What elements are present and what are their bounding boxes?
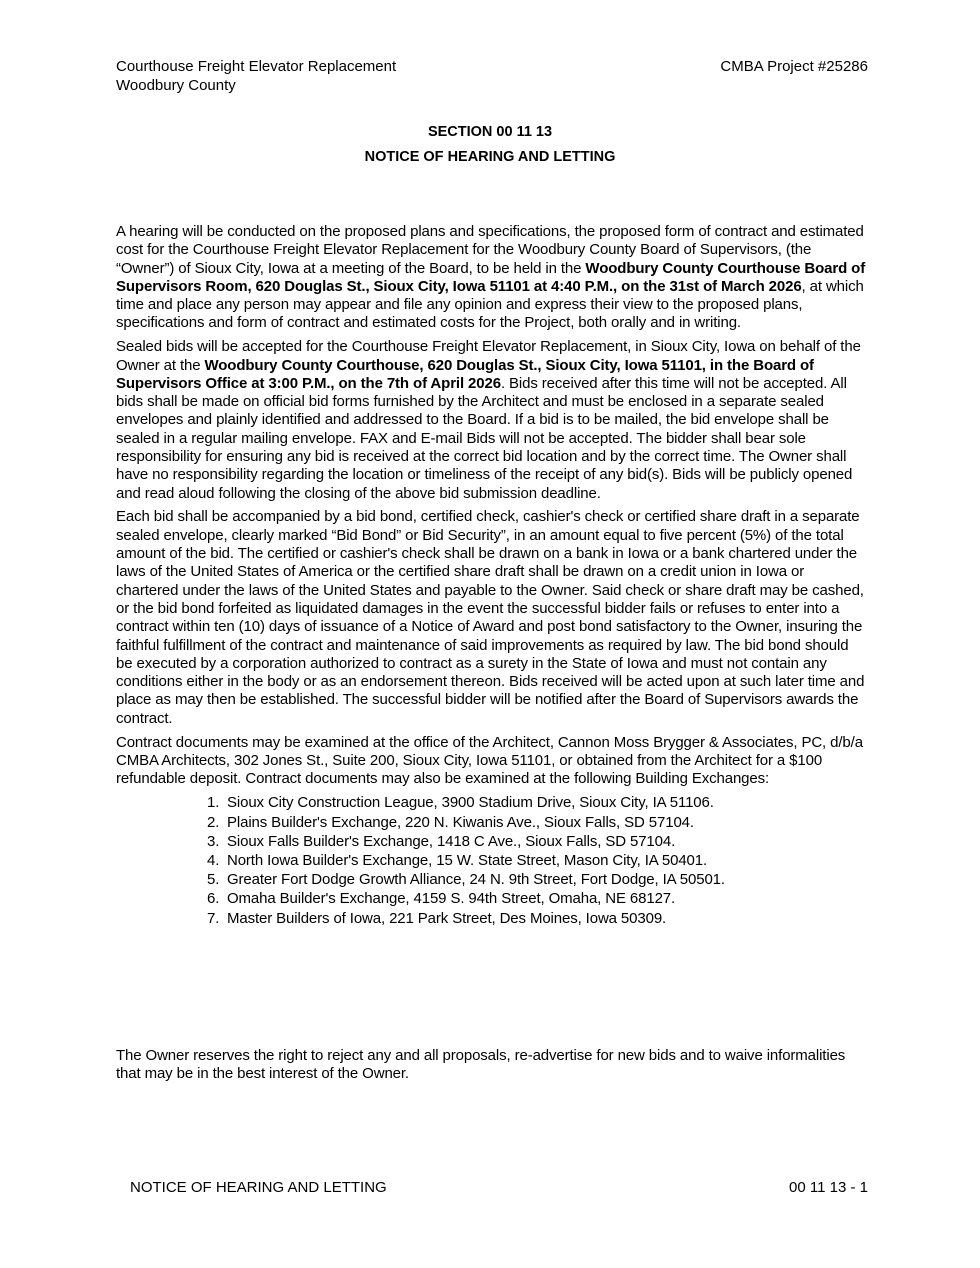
list-number: 3. [207,832,220,850]
footer-section-title: NOTICE OF HEARING AND LETTING [130,1179,387,1196]
list-text: Sioux City Construction League, 3900 Stadium Drive, Sioux City, IA 51106. [227,794,714,812]
closing-paragraph: The Owner reserves the right to reject any and all proposals, re-advertise for new bids and to waive informalities that may be in the best interest of the Owner. [116,1047,846,1083]
hearing-text-continued: , at which time and place any person may appear and file any opinion and express their view to the proposed plans, specifications and form of contract and estimated costs for the Project, both orally and in writing. [116,277,864,332]
sealed-bids-text-continued: . Bids received after this time will not be accepted. All bids shall be made on official bid forms furnished by the Architect and must be enclosed in a separate sealed envelopes and plainly identified and addressed to the Board. If a bid is to be mailed, the bid envelope shall be sealed in a regular mailing envelope. FAX and E-mail Bids will not be accepted. The bidder shall bear sole responsibility for ensuring any bid is received at the correct bid location and by the correct time. The Owner shall have no responsibility regarding the location or timeliness of the receipt of any bid(s). Bids will be publicly opened and read aloud following the closing of the above bid submission deadline. [116,374,853,502]
list-text: Plains Builder's Exchange, 220 N. Kiwanis Ave., Sioux Falls, SD 57104. [227,813,694,831]
list-item [207,851,868,870]
header-left [116,58,396,95]
building-exchanges-list [116,793,868,927]
list-number: 2. [207,813,220,831]
sealed-bids-text: Sealed bids will be accepted for the Courthouse Freight Elevator Replacement, in Sioux City, Iowa on behalf of the Owner at the [116,338,861,374]
bid-security-paragraph: Each bid shall be accompanied by a bid bond, certified check, cashier's check or certified share draft in a separate sealed envelope, clearly marked “Bid Bond” or Bid Security”, in an amount equal to five percent (5%) of the total amount of the bid. The certified or cashier's check shall be drawn on a bank in Iowa or a bank chartered under the laws of the United States of America or the certified share draft shall be drawn on a credit union in Iowa or chartered under the laws of the United States and payable to the Owner. Said check or share draft may be cashed, or the bid bond forfeited as liquidated damages in the event the successful bidder fails or refuses to enter into a contract within ten (10) days of issuance of a Notice of Award and post bond satisfactory to the Owner, insuring the faithful fulfillment of the contract and maintenance of said improvements as required by law. The bid bond should be executed by a corporation authorized to contract as a surety in the State of Iowa and must not contain any conditions either in the body or as an endorsement thereon. Bids received will be acted upon at such later time and place as may then be established. The successful bidder will be notified after the Board of Supervisors awards the contract. [116,508,865,727]
bid-location-date: Woodbury County Courthouse, 620 Douglas St., Sioux City, Iowa 51101, in the Board of Supervisors Office at 3:00 P.M., on the 7th of April 2026 [116,356,814,392]
list-text: Master Builders of Iowa, 221 Park Street, Des Moines, Iowa 50309. [227,909,667,927]
list-text: Sioux Falls Builder's Exchange, 1418 C Ave., Sioux Falls, SD 57104. [227,832,676,850]
list-text: Greater Fort Dodge Growth Alliance, 24 N. 9th Street, Fort Dodge, IA 50501. [227,871,725,889]
list-number: 5. [207,871,220,889]
hearing-location-date: Woodbury County Courthouse Board of Supervisors Room, 620 Douglas St., Sioux City, Iowa 51101 at 4:40 P.M., on the 31st of March 2026 [116,259,866,295]
project-number: CMBA Project #25286 [720,58,868,75]
list-text: Omaha Builder's Exchange, 4159 S. 94th Street, Omaha, NE 68127. [227,890,676,908]
list-item [207,793,868,812]
list-item [207,909,868,928]
sealed-bids-paragraph [116,338,868,503]
hearing-paragraph [116,223,868,333]
section-heading [0,123,980,166]
section-number: SECTION 00 11 13 [427,124,553,140]
list-item [207,870,868,889]
list-number: 7. [207,909,220,927]
list-number: 4. [207,852,220,870]
list-item [207,832,868,851]
hearing-text: A hearing will be conducted on the proposed plans and specifications, the proposed form of contract and estimated cost for the Courthouse Freight Elevator Replacement for the Woodbury County Board of Supervisors, (the “Owner”) of Sioux City, Iowa at a meeting of the Board, to be held in the [116,223,864,277]
contract-documents-paragraph: Contract documents may be examined at the office of the Architect, Cannon Moss Brygger & Associates, PC, d/b/a CMBA Architects, 302 Jones St., Suite 200, Sioux City, Iowa 51101, or obtained from the Architect for a $100 refundable deposit. Contract documents may also be examined at the following Building Exchanges: [116,733,863,788]
client-name: Woodbury County [116,76,236,94]
list-item [207,813,868,832]
list-item [207,889,868,908]
list-number: 6. [207,890,220,908]
document-body [116,223,868,928]
list-text: North Iowa Builder's Exchange, 15 W. State Street, Mason City, IA 50401. [227,852,708,870]
footer-page-number: 00 11 13 - 1 [789,1179,868,1196]
list-number: 1. [207,794,220,812]
project-title: Courthouse Freight Elevator Replacement [116,58,397,75]
section-title: NOTICE OF HEARING AND LETTING [364,149,616,165]
